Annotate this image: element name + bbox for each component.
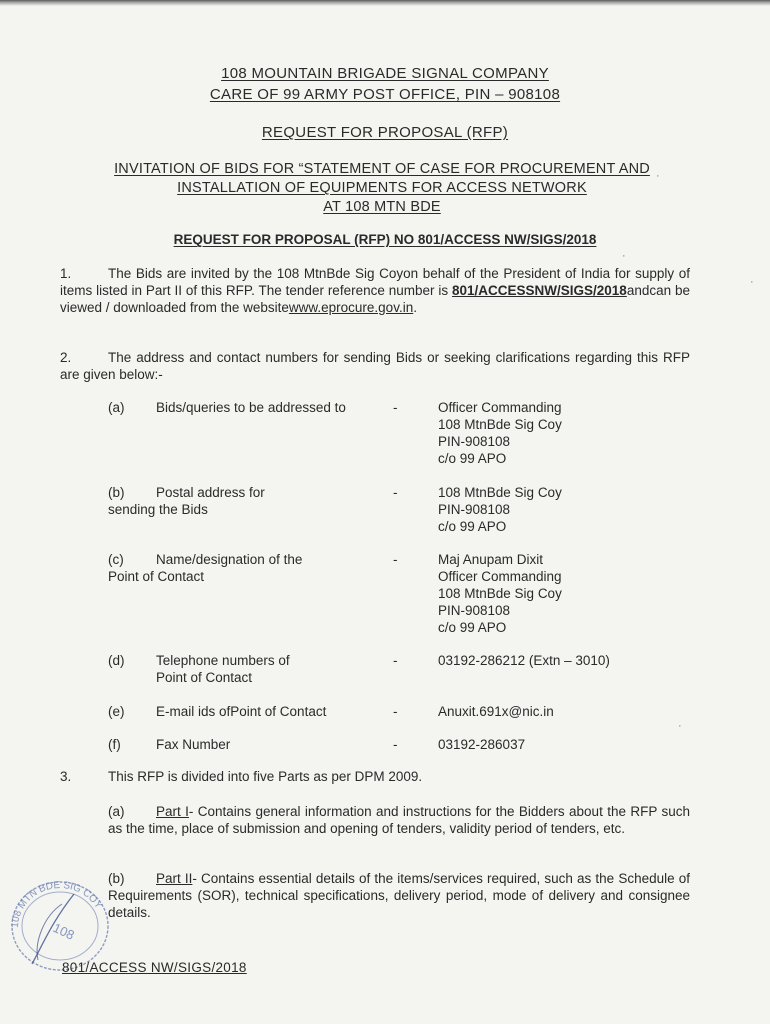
website-link[interactable]: www.eprocure.gov.in [288,300,414,315]
item-key: (d) [108,653,125,668]
invitation-heading [62,160,702,217]
paragraph-1 [60,265,690,316]
part-2-description [108,870,690,921]
scan-speck: · [656,170,660,182]
invitation-line: INVITATION OF BIDS FOR “STATEMENT OF CASE FOR PROCUREMENT AND [114,161,650,177]
item-key: (c) [108,552,124,567]
item-key: (b) [108,485,125,500]
item-value [438,736,698,753]
paragraph-2 [60,349,690,383]
value-line: 108 MtnBde Sig Coy [438,485,562,500]
item-value [438,652,698,669]
item-label: sending the Bids [108,502,208,517]
value-line: Officer Commanding [438,569,562,584]
part-text: - Contains essential details of the items/services required, such as the Schedule of Requirements (SOR), technical specifications, delivery period, mode of delivery and consignee details. [108,871,690,920]
invitation-line: INSTALLATION OF EQUIPMENTS FOR ACCESS NETWORK [177,180,587,196]
item-label: E-mail ids ofPoint of Contact [156,704,327,719]
para-number: 1. [60,266,72,281]
header-unit-name: 108 MOUNTAIN BRIGADE SIGNAL COMPANY [221,65,549,82]
invitation-line: AT 108 MTN BDE [323,199,441,215]
item-label: Point of Contact [108,569,205,584]
para-text: This RFP is divided into five Parts as per DPM 2009. [108,769,423,784]
separator: - [393,737,398,752]
separator: - [393,653,398,668]
item-label: Point of Contact [156,670,253,685]
stamp-text: 108 MTN BDE SIG COY [9,879,104,929]
stamp-center-text: 108 [50,920,77,943]
separator: - [393,400,398,415]
item-key: (a) [108,400,125,415]
item-value [438,703,698,720]
item-label: Bids/queries to be addressed to [156,400,346,415]
rfp-number: REQUEST FOR PROPOSAL (RFP) NO 801/ACCESS NW/SIGS/2018 [173,232,597,247]
value-line: 108 MtnBde Sig Coy [438,417,562,432]
item-key: (e) [108,704,125,719]
part-label: Part II [156,871,193,886]
value-line: PIN-908108 [438,603,511,618]
para-text: The address and contact numbers for sending Bids or seeking clarifications regarding this RFP are given below:- [60,350,690,382]
value-line: PIN-908108 [438,502,511,517]
value-line: Maj Anupam Dixit [438,552,544,567]
tender-reference: 801/ACCESSNW/SIGS/2018 [451,283,627,298]
header-address: CARE OF 99 ARMY POST OFFICE, PIN – 908108 [209,86,561,103]
para-number: 2. [60,350,72,365]
para-number: 3. [60,769,72,784]
item-label: Name/designation of the [156,552,303,567]
value-line: c/o 99 APO [438,620,507,635]
scan-speck: · [750,276,754,288]
item-label: Telephone numbers of [156,653,290,668]
value-line: c/o 99 APO [438,451,507,466]
para-text: . [413,300,417,315]
para-text: The Bids are invited by the 108 MtnBde Sig Coyon behalf of the President of India for supply of items listed in Part II of this RFP. The tender reference number is [60,266,690,298]
item-label: Postal address for [156,485,265,500]
separator: - [393,485,398,500]
item-value [438,551,698,636]
value-line: c/o 99 APO [438,519,507,534]
scan-edge [0,0,770,6]
item-value [438,399,698,467]
item-label: Fax Number [156,737,231,752]
separator: - [393,552,398,567]
scan-speck: · [622,250,626,262]
part-label: Part I [156,804,189,819]
item-key: (b) [108,871,125,886]
item-key: (f) [108,737,121,752]
value-line: PIN-908108 [438,434,511,449]
fax-number: 03192-286037 [438,737,526,752]
value-line: 108 MtnBde Sig Coy [438,586,562,601]
paragraph-3 [60,768,690,785]
scan-speck: · [678,720,682,732]
part-1-description [108,803,690,837]
part-text: - Contains general information and instructions for the Bidders about the RFP such as the time, place of submission and opening of tenders, validity period of tenders, etc. [108,804,690,836]
office-stamp [4,872,116,972]
page-footer-reference: 801/ACCESS NW/SIGS/2018 [62,960,247,975]
item-value [438,484,698,535]
phone-number: 03192-286212 (Extn – 3010) [438,653,610,668]
item-key: (a) [108,804,125,819]
separator: - [393,704,398,719]
para-text: andcan be viewed / downloaded from the website [60,283,690,315]
email-address[interactable]: Anuxit.691x@nic.in [438,704,554,719]
value-line: Officer Commanding [438,400,562,415]
document-title: REQUEST FOR PROPOSAL (RFP) [261,124,509,141]
